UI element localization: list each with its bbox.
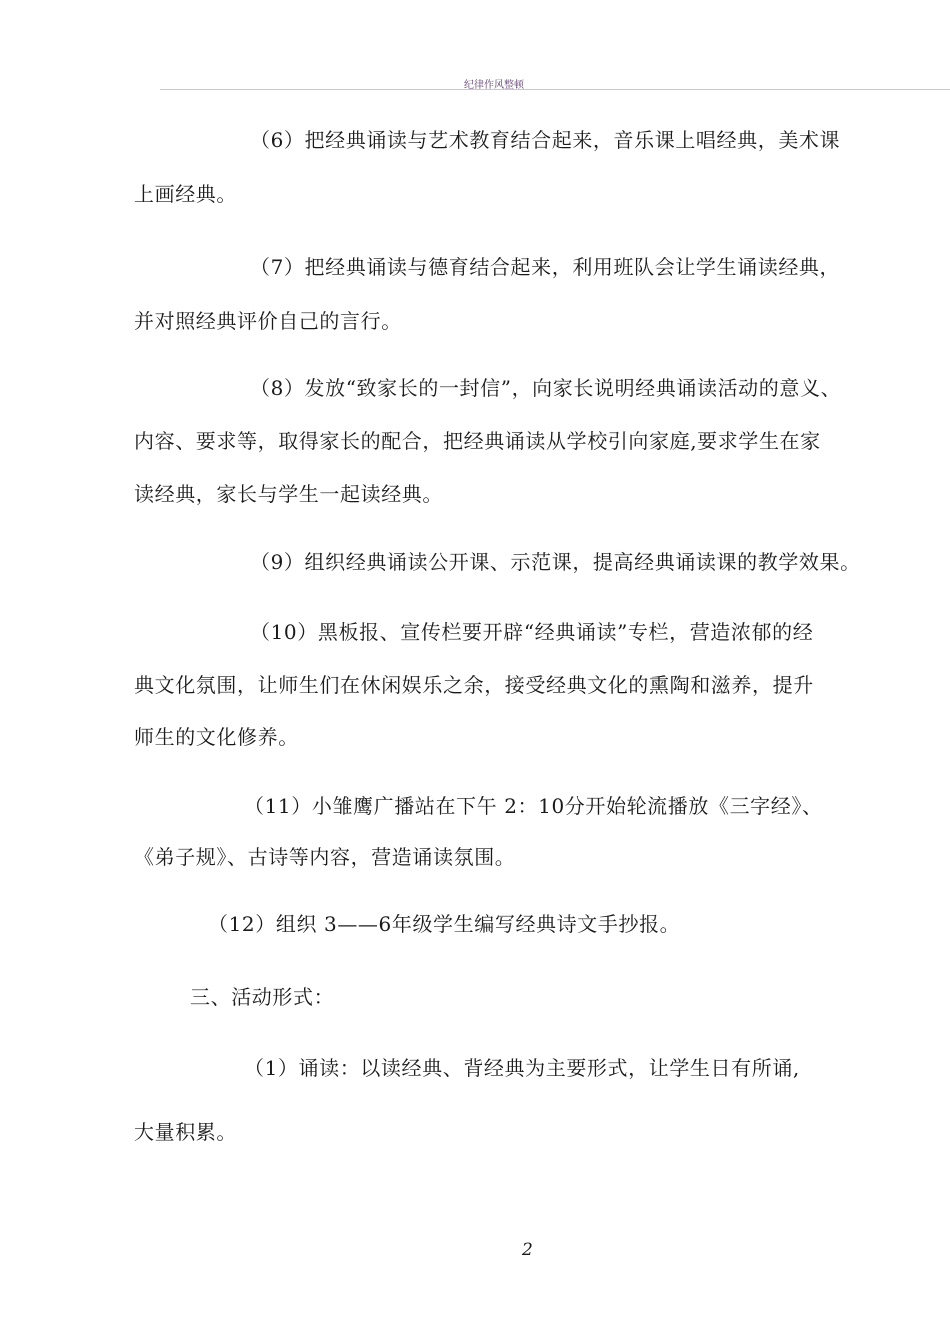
paragraph-line: 读经典，家长与学生一起读经典。 bbox=[134, 482, 443, 506]
paragraph-line: 并对照经典评价自己的言行。 bbox=[134, 309, 402, 333]
paragraph-line: 大量积累。 bbox=[134, 1120, 237, 1144]
header-text: 纪律作风整顿 bbox=[464, 80, 524, 91]
paragraph-line: （9）组织经典诵读公开课、示范课，提高经典诵读课的教学效果。 bbox=[250, 550, 861, 574]
paragraph-line: （11）小雏鹰广播站在下午 2：10分开始轮流播放《三字经》、 bbox=[244, 794, 823, 818]
paragraph-line: 师生的文化修养。 bbox=[134, 725, 299, 749]
header-rule bbox=[160, 89, 950, 90]
paragraph-line: 《弟子规》、古诗等内容，营造诵读氛围。 bbox=[134, 845, 516, 869]
paragraph-line: （12）组织 3——6年级学生编写经典诗文手抄报。 bbox=[208, 912, 681, 936]
paragraph-line: 上画经典。 bbox=[134, 182, 237, 206]
paragraph-line: （1）诵读：以读经典、背经典为主要形式，让学生日有所诵, bbox=[244, 1056, 800, 1080]
paragraph-line: 内容、要求等，取得家长的配合，把经典诵读从学校引向家庭,要求学生在家 bbox=[134, 429, 821, 453]
section-heading: 三、活动形式： bbox=[190, 985, 335, 1009]
paragraph-line: 典文化氛围，让师生们在休闲娱乐之余，接受经典文化的熏陶和滋养，提升 bbox=[134, 673, 814, 697]
paragraph-line: （6）把经典诵读与艺术教育结合起来，音乐课上唱经典，美术课 bbox=[250, 128, 841, 152]
page-number: 2 bbox=[522, 1240, 533, 1260]
paragraph-line: （8）发放“致家长的一封信”，向家长说明经典诵读活动的意义、 bbox=[250, 376, 842, 400]
paragraph-line: （10）黑板报、宣传栏要开辟“经典诵读”专栏，营造浓郁的经 bbox=[250, 620, 814, 644]
paragraph-line: （7）把经典诵读与德育结合起来，利用班队会让学生诵读经典， bbox=[250, 255, 841, 279]
